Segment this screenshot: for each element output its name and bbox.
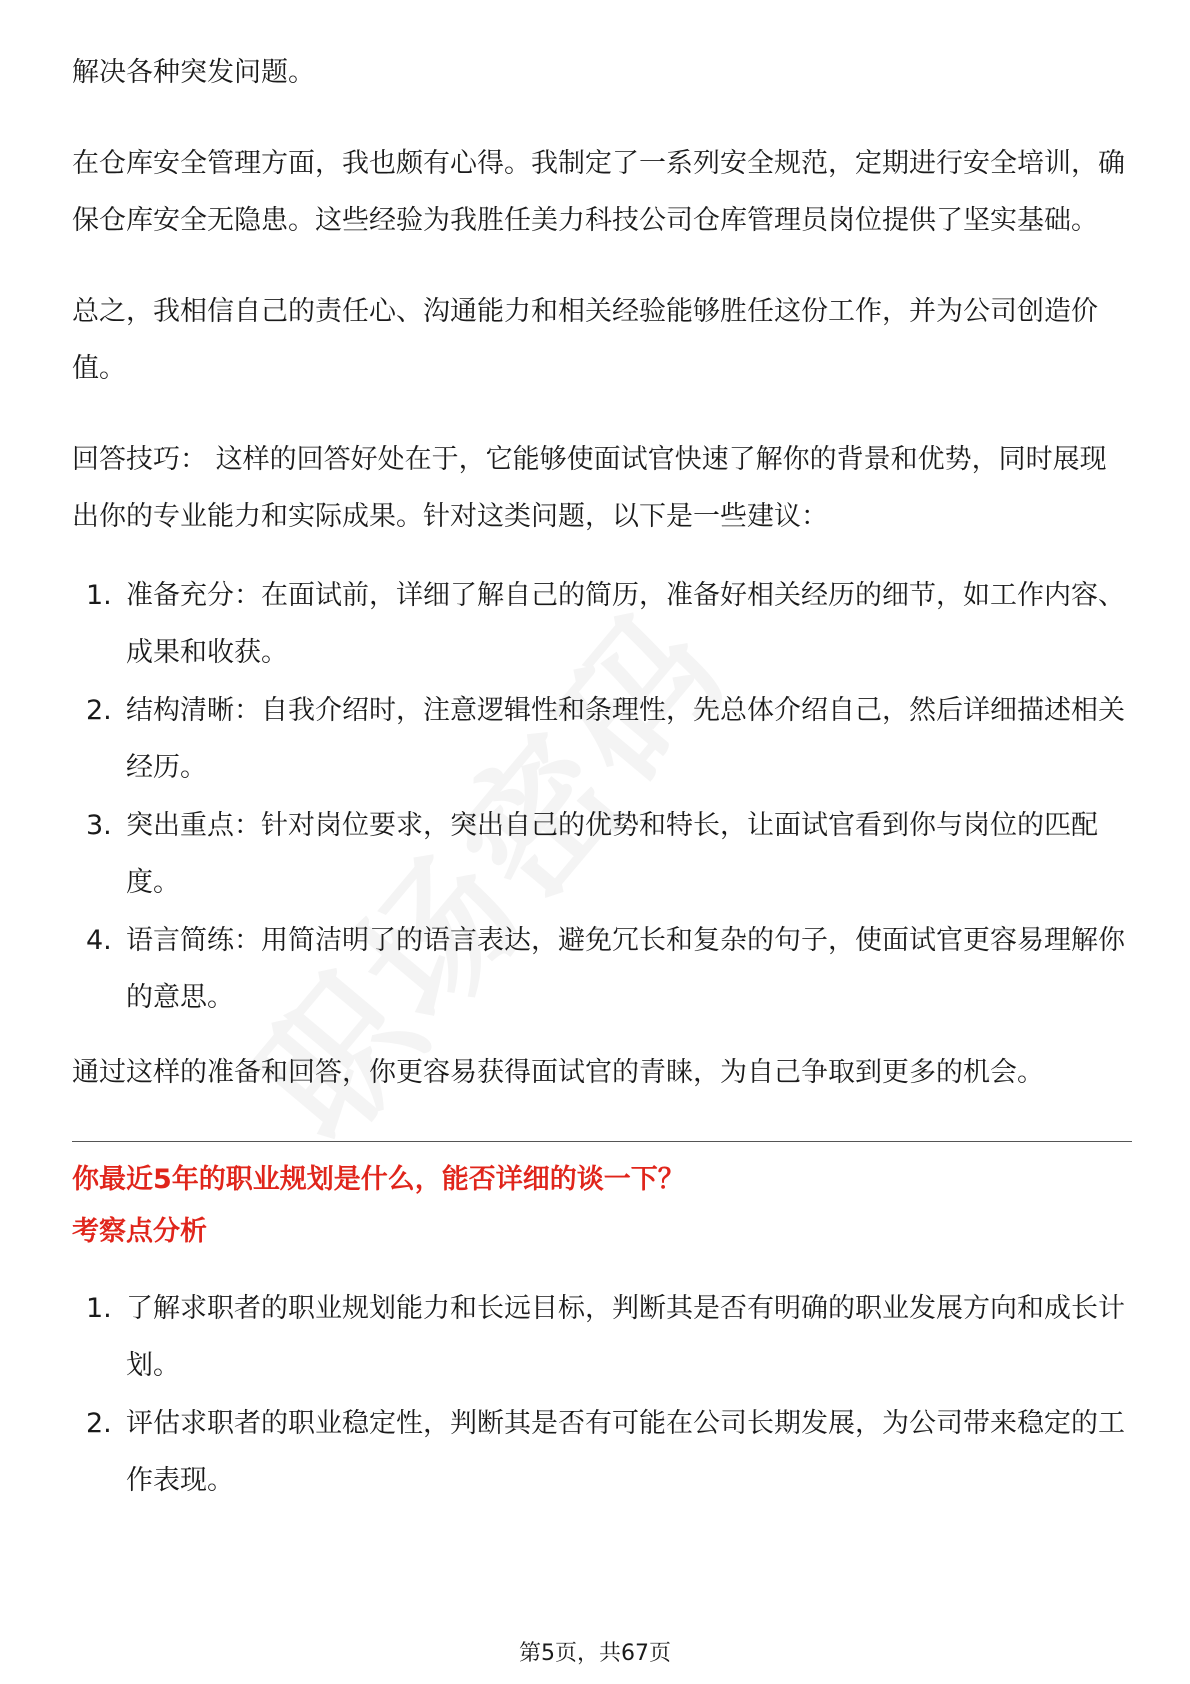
list-number: 1. — [86, 1293, 112, 1324]
list-item-text: 突出重点：针对岗位要求，突出自己的优势和特长，让面试官看到你与岗位的匹配度。 — [126, 810, 1098, 898]
list-item — [72, 912, 1132, 1026]
section-divider — [72, 1141, 1132, 1142]
paragraph: 在仓库安全管理方面，我也颇有心得。我制定了一系列安全规范，定期进行安全培训，确保仓库安全无隐患。这些经验为我胜任美力科技公司仓库管理员岗位提供了坚实基础。 — [72, 148, 1125, 236]
list-item-text: 语言简练：用简洁明了的语言表达，避免冗长和复杂的句子，使面试官更容易理解你的意思。 — [126, 925, 1125, 1013]
list-number: 1. — [86, 580, 112, 611]
list-number: 2. — [86, 695, 112, 726]
list-number: 4. — [86, 925, 112, 956]
paragraph: 解决各种突发问题。 — [72, 57, 315, 88]
page-number: 第5页，共67页 — [519, 1641, 671, 1666]
list-item-text: 评估求职者的职业稳定性，判断其是否有可能在公司长期发展，为公司带来稳定的工作表现。 — [126, 1408, 1125, 1496]
list-item — [72, 797, 1132, 911]
page-content — [72, 44, 1132, 1510]
question-heading: 你最近5年的职业规划是什么，能否详细的谈一下？ — [72, 1164, 685, 1195]
list-item — [72, 1280, 1132, 1394]
list-item-text: 准备充分：在面试前，详细了解自己的简历，准备好相关经历的细节，如工作内容、成果和收获。 — [126, 580, 1125, 668]
answer-tips-intro: 回答技巧： 这样的回答好处在于，它能够使面试官快速了解你的背景和优势，同时展现出你的专业能力和实际成果。针对这类问题，以下是一些建议： — [72, 444, 1107, 532]
paragraph: 总之，我相信自己的责任心、沟通能力和相关经验能够胜任这份工作，并为公司创造价值。 — [72, 296, 1098, 384]
list-item — [72, 1395, 1132, 1509]
analysis-heading: 考察点分析 — [72, 1216, 207, 1247]
list-item-text: 了解求职者的职业规划能力和长远目标，判断其是否有明确的职业发展方向和成长计划。 — [126, 1293, 1125, 1381]
tips-list — [72, 567, 1132, 1026]
list-item — [72, 682, 1132, 796]
list-item-text: 结构清晰：自我介绍时，注意逻辑性和条理性，先总体介绍自己，然后详细描述相关经历。 — [126, 695, 1125, 783]
list-number: 3. — [86, 810, 112, 841]
analysis-list — [72, 1280, 1132, 1509]
list-item — [72, 567, 1132, 681]
closing-paragraph: 通过这样的准备和回答，你更容易获得面试官的青睐，为自己争取到更多的机会。 — [72, 1057, 1044, 1088]
list-number: 2. — [86, 1408, 112, 1439]
